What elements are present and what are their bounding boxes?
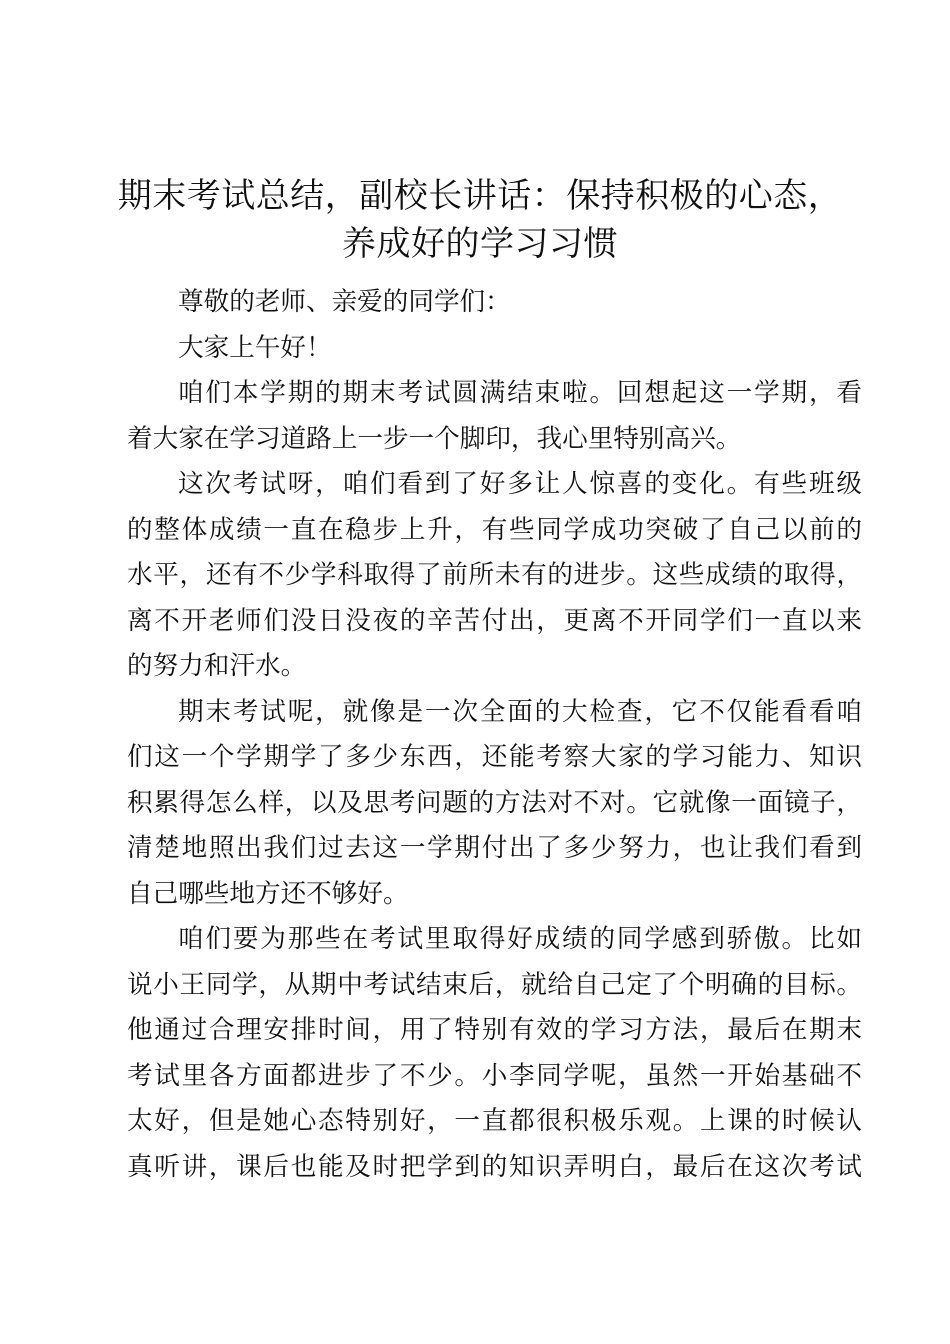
paragraph [127, 690, 862, 918]
paragraph-line: 水平，还有不少学科取得了前所未有的进步。这些成绩的取得， [127, 560, 862, 590]
paragraph-line: 期末考试呢，就像是一次全面的大检查，它不仅能看看咱 [178, 696, 862, 727]
paragraph-line: 这次考试呀，咱们看到了好多让人惊喜的变化。有些班级 [178, 469, 862, 499]
document-body [127, 280, 862, 1190]
paragraph [127, 462, 862, 690]
paragraph-line: 他通过合理安排时间，用了特别有效的学习方法，最后在期末 [127, 1015, 862, 1045]
paragraph-line: 们这一个学期学了多少东西，还能考察大家的学习能力、知识 [127, 742, 862, 772]
title-line: 养成好的学习习惯 [342, 224, 618, 264]
title-line: 期末考试总结，副校长讲话：保持积极的心态， [117, 176, 843, 216]
paragraph-line: 尊敬的老师、亲爱的同学们： [178, 287, 511, 317]
paragraph-line: 自己哪些地方还不够好。 [127, 878, 409, 909]
paragraph-line: 咱们本学期的期末考试圆满结束啦。回想起这一学期，看 [178, 378, 862, 408]
greeting [127, 326, 862, 372]
paragraph-line: 考试里各方面都进步了不少。小李同学呢，虽然一开始基础不 [127, 1060, 862, 1091]
paragraph-line: 咱们要为那些在考试里取得好成绩的同学感到骄傲。比如 [178, 924, 862, 954]
paragraph [127, 371, 862, 462]
paragraph-line: 太好，但是她心态特别好，一直都很积极乐观。上课的时候认 [127, 1106, 862, 1136]
paragraph-line: 离不开老师们没日没夜的辛苦付出，更离不开同学们一直以来 [127, 605, 862, 636]
salutation [127, 280, 862, 326]
paragraph-line: 说小王同学，从期中考试结束后，就给自己定了个明确的目标。 [127, 969, 862, 1000]
paragraph-line: 大家上午好！ [178, 332, 332, 363]
paragraph-line: 着大家在学习道路上一步一个脚印，我心里特别高兴。 [127, 423, 742, 454]
paragraph-line: 真听讲，课后也能及时把学到的知识弄明白，最后在这次考试 [127, 1151, 862, 1182]
document-title [100, 172, 860, 268]
paragraph-line: 清楚地照出我们过去这一学期付出了多少努力，也让我们看到 [127, 833, 862, 863]
paragraph-line: 积累得怎么样，以及思考问题的方法对不对。它就像一面镜子， [127, 787, 862, 818]
paragraph [127, 917, 862, 1190]
paragraph-line: 的努力和汗水。 [127, 651, 307, 681]
paragraph-line: 的整体成绩一直在稳步上升，有些同学成功突破了自己以前的 [127, 514, 862, 545]
